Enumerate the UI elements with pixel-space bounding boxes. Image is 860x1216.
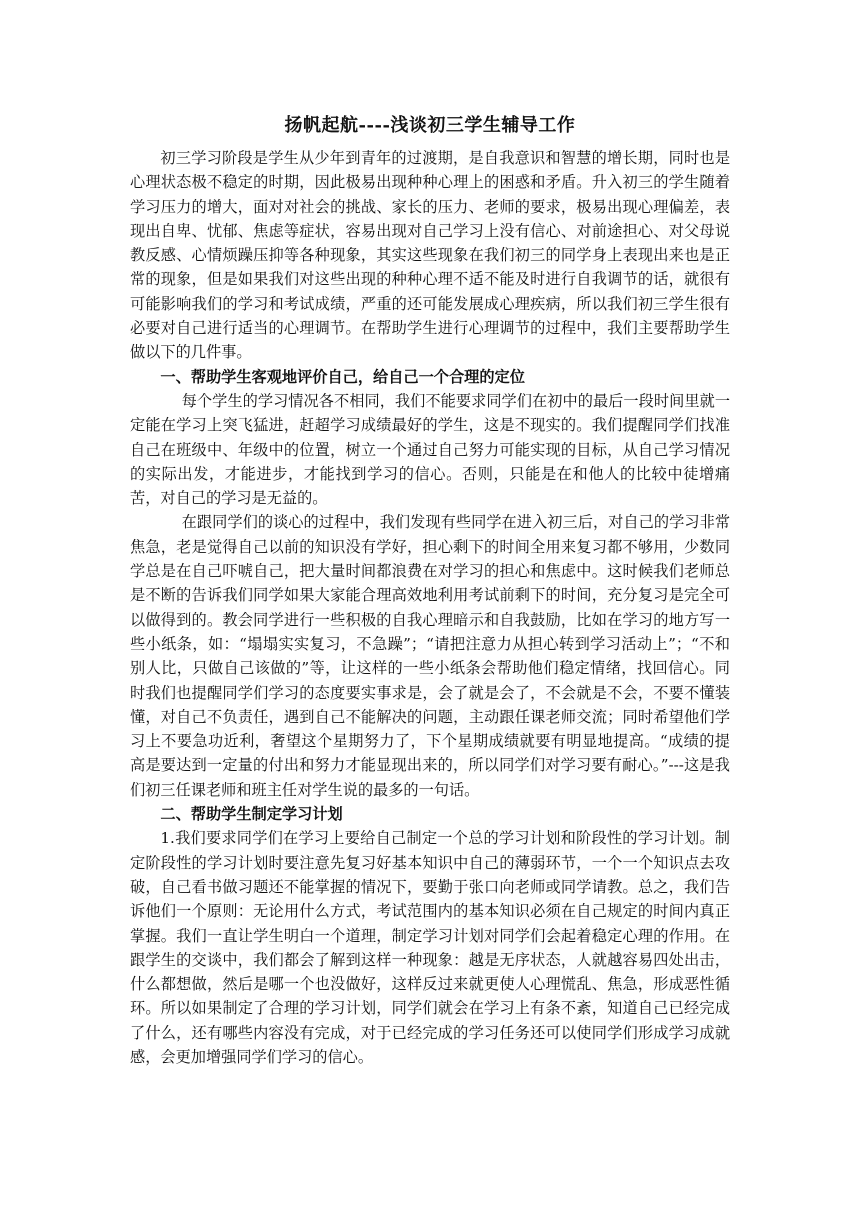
section2-paragraph-1: 1.我们要求同学们在学习上要给自己制定一个总的学习计划和阶段性的学习计划。制定阶段性的学习计划时要注意先复习好基本知识中自己的薄弱环节，一个一个知识点去攻破，自己看书做习题还不能掌握的情况下，要勤于张口向老师或同学请教。总之，我们告诉他们一个原则：无论用什么方式，考试范围内的基本知识必须在自己规定的时间内真正掌握。我们一直让学生明白一个道理，制定学习计划对同学们会起着稳定心理的作用。在跟学生的交谈中，我们都会了解到这样一种现象：越是无序状态，人就越容易四处出击，什么都想做，然后是哪一个也没做好，这样反过来就更使人心理慌乱、焦急，形成恶性循环。所以如果制定了合理的学习计划，同学们就会在学习上有条不紊，知道自己已经完成了什么，还有哪些内容没有完成，对于已经完成的学习任务还可以使同学们形成学习成就感，会更加增强同学们学习的信心。 bbox=[130, 829, 730, 1066]
document-page bbox=[130, 112, 730, 1069]
section1-paragraph-2: 在跟同学们的谈心的过程中，我们发现有些同学在进入初三后，对自己的学习非常焦急，老是觉得自己以前的知识没有学好，担心剩下的时间全用来复习都不够用，少数同学总是在自己吓唬自己，把大量时间都浪费在对学习的担心和焦虑中。这时候我们老师总是不断的告诉我们同学如果大家能合理高效地利用考试前剩下的时间，充分复习是完全可以做得到的。教会同学进行一些积极的自我心理暗示和自我鼓励，比如在学习的地方写一些小纸条，如：“塌塌实实复习，不急躁”；“请把注意力从担心转到学习活动上”；“不和别人比，只做自己该做的”等，让这样的一些小纸条会帮助他们稳定情绪，找回信心。同时我们也提醒同学们学习的态度要实事求是，会了就是会了，不会就是不会，不要不懂装懂，对自己不负责任，遇到自己不能解决的问题，主动跟任课老师交流；同时希望他们学习上不要急功近利，奢望这个星期努力了，下个星期成绩就要有明显地提高。“成绩的提高是要达到一定量的付出和努力才能显现出来的，所以同学们对学习要有耐心。”---这是我们初三任课老师和班主任对学生说的最多的一句话。 bbox=[130, 513, 730, 799]
section1-paragraph-1: 每个学生的学习情况各不相同，我们不能要求同学们在初中的最后一段时间里就一定能在学习上突飞猛进，赶超学习成绩最好的学生，这是不现实的。我们提醒同学们找准自己在班级中、年级中的位置，树立一个通过自己努力可能实现的目标，从自己学习情况的实际出发，才能进步，才能找到学习的信心。否则，只能是在和他人的比较中徒增痛苦，对自己的学习是无益的。 bbox=[130, 391, 730, 508]
section2-heading: 二、帮助学生制定学习计划 bbox=[160, 805, 343, 824]
document-title: 扬帆起航----浅谈初三学生辅导工作 bbox=[284, 115, 576, 136]
intro-paragraph: 初三学习阶段是学生从少年到青年的过渡期，是自我意识和智慧的增长期，同时也是心理状态极不稳定的时期，因此极易出现种种心理上的困惑和矛盾。升入初三的学生随着学习压力的增大，面对对社会的挑战、家长的压力、老师的要求，极易出现心理偏差，表现出自卑、忧郁、焦虑等症状，容易出现对自己学习上没有信心、对前途担心、对父母说教反感、心情烦躁压抑等各种现象，其实这些现象在我们初三的同学身上表现出来也是正常的现象，但是如果我们对这些出现的种种心理不适不能及时进行自我调节的话，就很有可能影响我们的学习和考试成绩，严重的还可能发展成心理疾病，所以我们初三学生很有必要对自己进行适当的心理调节。在帮助学生进行心理调节的过程中，我们主要帮助学生做以下的几件事。 bbox=[130, 149, 730, 362]
section1-heading: 一、帮助学生客观地评价自己，给自己一个合理的定位 bbox=[160, 367, 525, 386]
